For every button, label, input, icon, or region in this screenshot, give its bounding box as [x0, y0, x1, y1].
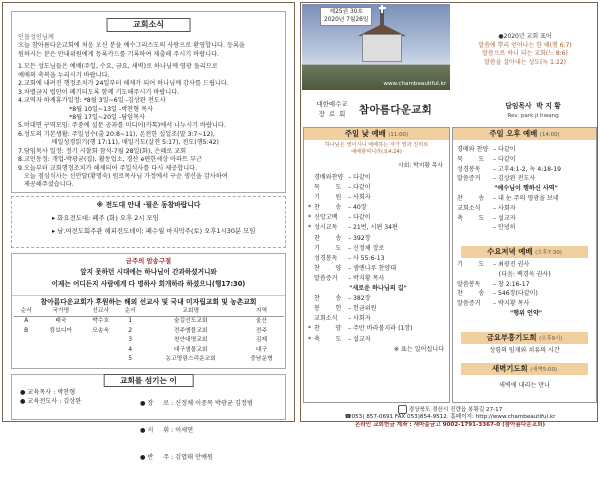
dawn-prayer-time: (새벽5:00) — [530, 367, 557, 373]
stand-note: ※ 표는 일어섭니다 — [393, 345, 444, 353]
order-label: 말씀증거 — [314, 274, 338, 282]
afternoon-order-list — [457, 145, 595, 233]
friday-prayer-time: (오후9시) — [539, 336, 563, 342]
presider: 사회: 박지황 목사 — [398, 163, 443, 169]
order-content: – 고후4:1-2, 녹 4:18-19 — [493, 165, 561, 173]
order-content: – 382장 — [348, 295, 371, 303]
order-content: – 창 2:16-17 — [493, 280, 530, 288]
sunday-service-box — [303, 127, 450, 403]
list-item — [308, 304, 448, 314]
list-item — [457, 214, 595, 224]
list-item — [308, 274, 448, 284]
table-cell: 3 — [128, 337, 133, 344]
table-cell: 울산 — [255, 318, 268, 325]
list-item — [308, 234, 448, 244]
issue-date: 2020년 7월26일 — [324, 16, 369, 23]
dawn-prayer-header — [461, 363, 588, 375]
order-label: 축 도 — [457, 214, 485, 222]
table-cell: 대구샘물교회 — [173, 346, 208, 353]
news-line: *8월 10일~13일 -박찬형 목사 — [18, 105, 154, 113]
list-item — [308, 335, 448, 345]
motto-line: 말씀에 뿌리 얻어나는 한 해(행 6:7) — [478, 41, 572, 49]
list-item — [457, 155, 595, 165]
church-staff-title: 교회를 섬기는 이 — [103, 374, 194, 387]
list-item — [457, 194, 595, 204]
afternoon-service-title: 주일 오후 예배 — [489, 129, 538, 138]
church-name: 참아름다운교회 — [359, 104, 433, 116]
evangelism-notice-line: ▸ 화요전도대: 폐주 (화) 오후 2시 모임 — [52, 214, 159, 222]
sunday-service-header — [304, 128, 449, 140]
news-line: 9.오늘부터 교회행정조치가 해제되어 주일식사를 다시 제공합니다. — [18, 164, 198, 172]
list-item — [308, 183, 448, 193]
order-content: – 박지황 목사 — [348, 274, 385, 282]
church-building — [362, 34, 402, 62]
order-label — [457, 223, 493, 233]
order-content: – 다같이 — [348, 184, 371, 192]
staff-line: ● 지 휘 : 이세연 — [140, 426, 194, 434]
order-label: 찬 송 — [314, 295, 342, 303]
staff-line: ● 장 로 : 신정체 이중목 박광균 김정범 — [140, 399, 253, 407]
list-item — [457, 270, 595, 280]
evangelism-notice-title: ※ 전도대 안내 ·필은 동참바랍니다 — [96, 201, 201, 209]
list-item — [457, 260, 595, 270]
table-cell — [38, 355, 83, 365]
list-item — [308, 244, 448, 254]
list-item — [308, 203, 448, 213]
table-cell — [14, 355, 38, 365]
sunday-service-title: 주일 낮 예배 — [344, 129, 386, 138]
order-label: 축 도 — [314, 335, 342, 343]
friday-prayer-header — [461, 332, 588, 344]
table-cell: 박수호 — [92, 318, 110, 325]
church-address: 경상북도 경산시 진량읍 봉황길 27-17 — [408, 407, 503, 413]
order-label: 찬 송 — [457, 194, 485, 202]
order-content: – 사회자 — [348, 315, 371, 323]
table-cell: 농고영림스리운교회 — [165, 356, 216, 363]
table-row — [14, 317, 284, 327]
order-label: 찬 송 — [457, 290, 485, 298]
list-item — [457, 299, 595, 309]
denomination-line: 대한예수교 — [316, 100, 348, 108]
order-label — [457, 270, 493, 280]
order-label: 찬 송 — [314, 204, 342, 212]
table-cell: 1 — [128, 318, 133, 325]
denomination-line: 장 로 회 — [318, 109, 346, 118]
order-label: 찬 양 — [314, 264, 342, 272]
table-header-row — [14, 307, 284, 317]
news-line: 4.교역자 하계휴가일정: *8월 3일~6일 -김상완 전도사 — [18, 97, 166, 105]
staff-line: ● 교육목사 : 박찬형 — [20, 389, 76, 396]
table-cell — [83, 336, 118, 346]
motto-line: 말씀을 살아내는 성도(눅 1:22) — [484, 59, 566, 67]
order-content: – 헌금위원 — [348, 305, 377, 313]
column-header: 순서 — [14, 307, 38, 317]
order-label: 찬 송 — [314, 234, 342, 242]
table-cell — [83, 355, 118, 365]
order-content: – 사 55:6-13 — [348, 254, 385, 262]
sunday-order-list — [308, 173, 448, 355]
order-label: 신앙고백 — [314, 214, 338, 222]
table-cell: 캄보디아 — [49, 327, 73, 334]
memory-verse-line: 이제는 어디든지 사람에게 다 명하사 회개하라 하셨으니(행17:30) — [51, 280, 246, 288]
table-cell: 천안대명교회 — [173, 337, 208, 344]
order-label: 성경봉독 — [457, 165, 481, 173]
stand-marker: * — [308, 224, 312, 232]
column-header: 교회명 — [142, 307, 239, 317]
list-item — [308, 193, 448, 203]
order-label: 교회소식 — [314, 315, 338, 323]
denomination — [309, 100, 355, 119]
church-address-line — [303, 405, 597, 414]
order-label: 말씀봉독 — [457, 280, 481, 288]
wednesday-service-time: (오후7:30) — [535, 250, 562, 256]
order-content: – 주만 바라볼지라 (1장) — [348, 325, 413, 333]
table-cell: 2 — [128, 327, 133, 334]
annual-motto — [453, 33, 597, 68]
table-row — [14, 355, 284, 365]
order-label: 기 도 — [314, 244, 342, 252]
order-content: – 박지황 목사 — [493, 300, 530, 308]
left-panel — [2, 2, 295, 461]
verse-line: 예배할찌니라(요4:24) — [351, 148, 402, 155]
table-cell — [38, 346, 83, 356]
order-content: – 다같이 — [493, 155, 516, 163]
table-cell: 태국 — [55, 318, 67, 325]
other-services-box — [452, 127, 597, 403]
verse-line: 하나님은 영이시니 예배하는 자가 영과 진리로 — [324, 142, 429, 148]
church-logo-icon — [398, 405, 407, 414]
column-header: 순서 — [118, 307, 142, 317]
sunday-service-time: (11:00) — [388, 132, 409, 138]
table-cell: 모송욱 — [92, 327, 110, 334]
church-contact: ☎053) 857-0691 FAX 053)854-9512. 홈페이지: http://www.chambeautiful.kr — [344, 414, 556, 421]
order-content: (다음: 백경옥 권사) — [493, 270, 551, 278]
order-content: – 설교자 — [493, 214, 516, 222]
order-label: 성시교독 — [314, 224, 338, 232]
table-cell: 4 — [128, 346, 133, 353]
list-item — [308, 223, 448, 233]
order-label: 말씀증거 — [457, 300, 481, 308]
news-line: 인물성인님께 — [18, 34, 54, 41]
list-item — [457, 289, 595, 299]
wednesday-service-header — [461, 246, 588, 258]
news-line: *8월 17일~20일 -담임목사 — [18, 113, 146, 121]
church-news-title: 교회소식 — [106, 18, 191, 32]
order-content: – 다같이 — [348, 174, 371, 181]
sunday-service-verse — [306, 142, 447, 156]
order-content: – 최광진 권사 — [493, 261, 530, 268]
news-line: 7.담임목사 일정: 정기 시찰회 참석-7월 28일(화), 은혜로 교회 — [18, 147, 187, 155]
church-news-box — [11, 11, 286, 193]
list-item — [457, 145, 595, 155]
news-line: 2.교회에 내려진 행정조치가 24일부터 해제가 되어 하나님께 감사를 드립니다. — [18, 80, 229, 88]
column-header: 국가명 — [38, 307, 83, 317]
news-line: 8.교인동정: 개업-박광균(집), 활동업소, 경산 e편한세상 아파트 부근 — [18, 156, 203, 164]
news-line: 오늘 참아름다운교회에 처음 오신 분을 예수그리스도의 사랑으로 환영합니다. 등록을 — [18, 42, 245, 50]
staff-line: ● 교육전도사 : 김상완 — [20, 397, 82, 405]
order-content: – 다같이 — [493, 146, 516, 153]
dawn-prayer-title: 새벽기도회 — [491, 364, 528, 373]
news-line: 원하시는 분은 안내위원에게 등록카드를 기록하여 제출해 주시기 바랍니다. — [18, 50, 220, 58]
order-label: 기 원 — [314, 194, 342, 202]
order-content: – 40장 — [348, 204, 367, 212]
missions-table — [14, 307, 284, 365]
list-item — [308, 254, 448, 264]
news-line: 제공해주셨습니다. — [18, 181, 74, 189]
order-content: – 392장 — [348, 234, 371, 242]
cross-icon-bar — [379, 7, 386, 9]
afternoon-service-time: (14:00) — [539, 132, 560, 138]
order-label: 경배와 찬양 — [457, 146, 489, 153]
friday-prayer-title: 금요부흥기도회 — [486, 333, 537, 342]
staff-column-2 — [140, 382, 253, 481]
table-cell: B — [24, 327, 29, 334]
senior-pastor-english: Rev. park ji hwang — [507, 113, 559, 119]
photo-url: www.chambeautiful.kr — [383, 81, 446, 88]
column-header: 선교사 — [83, 307, 118, 317]
staff-column-1 — [20, 389, 81, 407]
table-cell: 5 — [128, 356, 133, 363]
order-label: 말씀증거 — [457, 175, 481, 183]
order-label: 경배와찬양 — [314, 174, 344, 181]
table-row — [14, 346, 284, 356]
order-label: 교회소식 — [457, 204, 481, 212]
list-item — [457, 174, 595, 184]
memory-verse-heading: 금주의 암송구절 — [125, 257, 172, 265]
list-item — [457, 223, 595, 233]
motto-title: ●2020년 교회 표어 — [498, 33, 552, 40]
wednesday-service-title: 수요저녁 예배 — [487, 247, 533, 256]
dawn-prayer-text: 새벽에 내리는 만나 — [499, 382, 550, 389]
right-panel — [300, 2, 598, 428]
order-label: 봉 헌 — [314, 305, 342, 313]
list-item — [308, 324, 448, 334]
order-content: – 안녕히 — [493, 224, 516, 232]
order-content: – 사회자 — [348, 194, 371, 202]
news-line: 예배의 축복을 누리시기 바랍니다. — [18, 71, 110, 79]
news-line: 3.차별금지 법안이 폐기되도록 함께 기도해주시기 바랍니다. — [18, 88, 180, 96]
staff-line: ● 반 주 : 김엽태 안예원 — [140, 453, 214, 461]
memory-verse-line: 앞지 못하던 시대에는 하나님이 간과하셨거니와 — [80, 268, 217, 276]
order-content: – 사회자 — [493, 204, 516, 212]
church-footer — [303, 405, 597, 428]
table-cell: 대구 — [255, 346, 268, 353]
column-header: 지역 — [239, 307, 284, 317]
table-row — [14, 336, 284, 346]
church-staff-box — [11, 374, 286, 461]
table-cell: 전주엠블교회 — [173, 327, 208, 334]
offering-account: 온라인 교회헌금 계좌 : 새마을금고 9002-1791-3367-0 (참아름다운교회) — [354, 421, 546, 428]
order-content: – 샘엔나루 찬양대 — [348, 264, 397, 272]
list-item — [308, 213, 448, 223]
news-line: 매일성경읽기(행 17:11), 매일기도(살전 5:17), 전도(행5:42) — [18, 139, 219, 147]
table-cell: 중남운병 — [250, 356, 273, 363]
friday-prayer-text: 성령의 임재와 치유의 시간 — [489, 347, 560, 354]
order-content: – 546장(다같이) — [493, 290, 538, 298]
stand-marker: * — [308, 335, 312, 343]
news-line: 1.모든 성도님들은 예배(주일, 수요, 금요, 새벽)로 하나님께 영광 돌리므로 — [18, 63, 218, 71]
wednesday-sermon-title: "행위 언약" — [509, 309, 543, 317]
stand-marker: * — [308, 204, 312, 212]
stand-marker: * — [308, 325, 312, 333]
stand-marker: * — [308, 214, 312, 222]
list-item — [308, 294, 448, 304]
order-content: – 내 눈 주의 영광을 보네 — [493, 194, 559, 202]
table-cell: 숲길선도교회 — [173, 318, 208, 325]
order-label: 기 도 — [457, 261, 485, 268]
list-item — [308, 264, 448, 274]
church-photo — [302, 4, 450, 90]
missions-title: 참아름다운교회가 후원하는 해외 선교사 및 국내 미자립교회 및 농촌교회 — [12, 295, 285, 306]
order-label: 묵 도 — [457, 155, 485, 163]
list-item — [308, 173, 448, 183]
senior-pastor: 담임목사 박 지 황 — [505, 102, 561, 110]
wednesday-order-list — [457, 260, 595, 319]
order-label: 성경봉독 — [314, 254, 338, 262]
table-cell — [38, 336, 83, 346]
church-news-body — [18, 34, 284, 190]
motto-line: 말씀으로 하니 되는 교회(느 8:6) — [482, 50, 568, 58]
sermon-title: "새로운 하나님의 길" — [349, 285, 407, 293]
order-content: – 김상완 전도사 — [493, 175, 536, 183]
order-content: – 21번, 시편 34편 — [348, 224, 398, 232]
order-content: – 신정체 장로 — [348, 244, 385, 252]
list-item — [457, 165, 595, 175]
table-cell: 김제 — [255, 337, 268, 344]
table-cell — [14, 336, 38, 346]
table-cell — [14, 346, 38, 356]
news-line: 오늘 점심식사는 신안달(황명숙) 원로목사님 가정에서 구순 생신을 감사하여 — [18, 173, 228, 180]
order-content: – 설교자 — [348, 335, 371, 343]
evangelism-notice-line: ▸ 남.여전도회주관 해피전도데이: 폐수월 마지막주(토) 오후1시30분 모임 — [52, 227, 256, 235]
order-label: 묵 도 — [314, 184, 342, 192]
memory-verse-box — [11, 253, 286, 369]
order-label: 찬 양 — [314, 325, 342, 333]
order-content: – 다같이 — [348, 214, 371, 222]
afternoon-sermon-title: "예수님이 행하신 사역" — [494, 185, 558, 193]
news-line: 5.비대면 구역모임: 주중에 설문 공과를 미디어(카톡)에서 나누시기 바랍니다. — [18, 122, 226, 130]
table-cell: 전주 — [255, 327, 268, 334]
list-item — [457, 204, 595, 214]
table-row — [14, 326, 284, 336]
evangelism-notice-box — [11, 196, 286, 248]
table-cell — [83, 346, 118, 356]
table-cell: A — [24, 318, 29, 325]
news-line: 6.성도의 기본생활: 주일성수(출 20:8~11), 온전한 십일조(말 3:7~12), — [18, 130, 215, 138]
list-item — [457, 280, 595, 290]
issue-number: 제25권 30호 — [329, 9, 363, 15]
afternoon-service-header — [453, 128, 596, 140]
list-item — [308, 314, 448, 324]
